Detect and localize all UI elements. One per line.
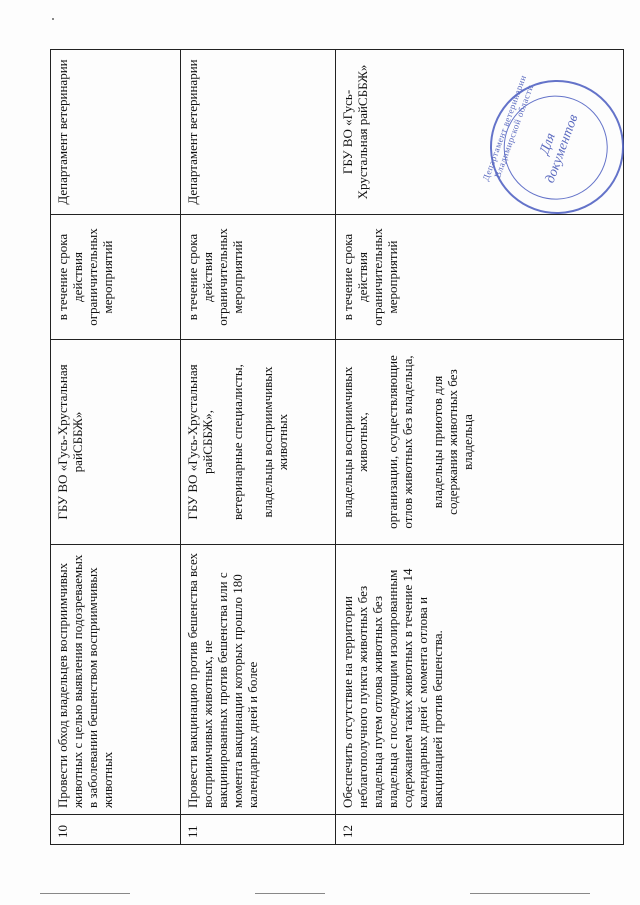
stamp-core-text: Для документов — [537, 112, 582, 186]
scan-mark — [255, 893, 325, 894]
term-cell: в течение срока действия ограничительных мероприятий — [336, 215, 624, 340]
term-cell: в течение срока действия ограничительных мероприятий — [51, 215, 181, 340]
executor-line: владельцы восприимчивых животных, — [340, 366, 370, 518]
term-cell: в течение срока действия ограничительных мероприятий — [181, 215, 336, 340]
executor-line: ветеринарные специалисты, — [230, 364, 245, 520]
executor-cell — [336, 340, 624, 545]
action-cell: Обеспечить отсутствие на территории неблагополучного пункта животных без владельца путем отлова животных без владельца с последующим изолированным содержанием таких животных в течение 14 календарных дней с момента отлова и вакцинацией против бешенства. — [336, 545, 624, 815]
executor-cell — [181, 340, 336, 545]
scan-mark — [470, 893, 590, 894]
executor-line: владельцы восприимчивых животных — [260, 366, 290, 518]
control-cell: ГБУ ВО «Гусь-Хрустальная райСББЖ» — [336, 50, 624, 215]
executor-line: владельцы приютов для содержания животных без владельца — [430, 369, 475, 515]
row-number: 11 — [181, 815, 336, 845]
row-number: 10 — [51, 815, 181, 845]
executor-line: организации, осуществляющие отлов животных без владельца, — [385, 355, 415, 529]
table-row — [51, 50, 181, 845]
table-row — [181, 50, 336, 845]
action-cell: Провести обход владельцев восприимчивых животных с целью выявления подозреваемых в заболевании бешенством восприимчивых животных — [51, 545, 181, 815]
executor-cell — [51, 340, 181, 545]
control-cell: Департамент ветеринарии — [181, 50, 336, 215]
control-cell: Департамент ветеринарии — [51, 50, 181, 215]
stamp-edge-text: Департамент ветеринарии Владимирской области — [480, 73, 536, 183]
scan-mark — [52, 18, 54, 20]
row-number: 12 — [336, 815, 624, 845]
action-cell: Провести вакцинацию против бешенства всех восприимчивых животных, не вакцинированных против бешенства или с момента вакцинации которых прошло 180 календарных дней и более — [181, 545, 336, 815]
scan-mark — [40, 893, 130, 894]
executor-line: ГБУ ВО «Гусь-Хрустальная райСББЖ», — [185, 364, 215, 520]
executor-line: ГБУ ВО «Гусь-Хрустальная райСББЖ» — [55, 364, 85, 520]
